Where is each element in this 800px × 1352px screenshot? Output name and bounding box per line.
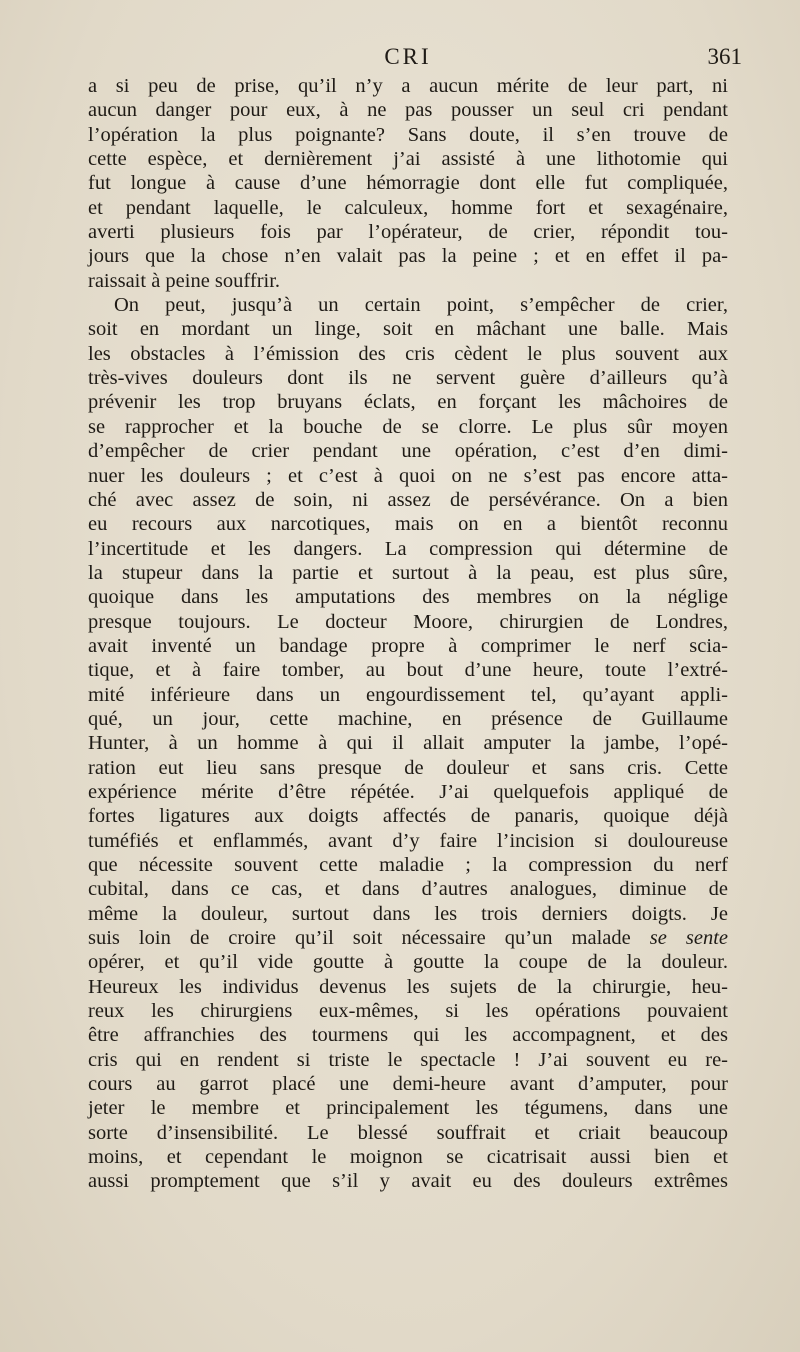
text-line: prévenir les trop bruyans éclats, en forçant les mâchoires de [88, 391, 728, 414]
text-line: Heureux les individus devenus les sujets de la chirurgie, heu- [88, 975, 728, 998]
text-line: tique, et à faire tomber, au bout d’une heure, toute l’extré- [88, 659, 728, 682]
text-line: jeter le membre et principalement les tégumens, dans une [88, 1097, 728, 1120]
text-line: presque toujours. Le docteur Moore, chirurgien de Londres, [88, 610, 728, 633]
text-line: qué, un jour, cette machine, en présence de Guillaume [88, 707, 728, 730]
text-line: même la douleur, surtout dans les trois derniers doigts. Je [88, 902, 728, 925]
text-line: sorte d’insensibilité. Le blessé souffrait et criait beaucoup [88, 1121, 728, 1144]
text-line: jours que la chose n’en valait pas la peine ; et en effet il pa- [88, 245, 728, 268]
text-line: moins, et cependant le moignon se cicatrisait aussi bien et [88, 1146, 728, 1169]
text-line: et pendant laquelle, le calculeux, homme fort et sexagénaire, [88, 196, 728, 219]
text-line: nuer les douleurs ; et c’est à quoi on ne s’est pas encore atta- [88, 464, 728, 487]
text-line: Hunter, à un homme à qui il allait amputer la jambe, l’opé- [88, 732, 728, 755]
text-line: que nécessite souvent cette maladie ; la compression du nerf [88, 854, 728, 876]
text-line: On peut, jusqu’à un certain point, s’empêcher de crier, [114, 294, 728, 317]
text-line: se rapprocher et la bouche de se clorre. Le plus sûr moyen [88, 415, 728, 438]
text-line: soit en mordant un linge, soit en mâchant une balle. Mais [88, 318, 728, 341]
text-line: cubital, dans ce cas, et dans d’autres analogues, diminue de [88, 878, 728, 901]
text-line: aussi promptement que s’il y avait eu des douleurs extrêmes [88, 1170, 728, 1193]
text-line: mité inférieure dans un engourdissement tel, qu’ayant appli- [88, 683, 728, 706]
text-line: fortes ligatures aux doigts affectés de panaris, quoique déjà [88, 805, 728, 828]
text-line: ration eut lieu sans presque de douleur et sans cris. Cette [88, 756, 728, 779]
text-line: l’opération la plus poignante? Sans doute, il s’en trouve de [88, 123, 728, 146]
text-line: l’incertitude et les dangers. La compression qui détermine de [88, 537, 728, 560]
text-line: cours au garrot placé une demi-heure avant d’amputer, pour [88, 1073, 728, 1096]
text-line-mixed [88, 926, 728, 950]
text-line: eu recours aux narcotiques, mais on en a bientôt reconnu [88, 513, 728, 536]
text-line: a si peu de prise, qu’il n’y a aucun mérite de leur part, ni [88, 75, 728, 97]
text-line: d’empêcher de crier pendant une opération, c’est d’en dimi- [88, 440, 728, 463]
text-line: les obstacles à l’émission des cris cèdent le plus souvent aux [88, 342, 728, 365]
italic-text-line: opérer, et qu’il vide goutte à goutte la coupe de la douleur. [88, 951, 728, 974]
text-line: tuméfiés et enflammés, avant d’y faire l’incision si douloureuse [88, 829, 728, 852]
text-line: aucun danger pour eux, à ne pas pousser un seul cri pendant [88, 99, 728, 122]
text-line: expérience mérite d’être répétée. J’ai quelquefois appliqué de [88, 780, 728, 803]
text-line: ché avec assez de soin, ni assez de persévérance. On a bien [88, 488, 728, 511]
text-line: cris qui en rendent si triste le spectacle ! J’ai souvent eu re- [88, 1048, 728, 1071]
text-line: cette espèce, et dernièrement j’ai assisté à une lithotomie qui [88, 148, 728, 171]
italic-text-segment: se sente [649, 927, 729, 950]
page-number: 361 [707, 44, 742, 69]
body-text [88, 74, 728, 1194]
text-line: très-vives douleurs dont ils ne servent guère d’ailleurs qu’à [88, 367, 728, 390]
running-head [88, 44, 742, 78]
text-line: être affranchies des tourmens qui les accompagnent, et des [88, 1024, 728, 1047]
text-line: avait inventé un bandage propre à comprimer le nerf scia- [88, 634, 728, 657]
text-line: reux les chirurgiens eux-mêmes, si les opérations pouvaient [88, 1000, 728, 1023]
text-line: raissait à peine souffrir. [88, 269, 281, 292]
text-line: averti plusieurs fois par l’opérateur, de crier, répondit tou- [88, 221, 728, 244]
text-segment: suis loin de croire qu’il soit nécessaire qu’un malade [88, 927, 631, 950]
text-line: la stupeur dans la partie et surtout à la peau, est plus sûre, [88, 561, 728, 584]
text-line: fut longue à cause d’une hémorragie dont elle fut compliquée, [88, 172, 728, 195]
page-title: CRI [384, 44, 432, 69]
text-line: quoique dans les amputations des membres on la néglige [88, 586, 728, 609]
